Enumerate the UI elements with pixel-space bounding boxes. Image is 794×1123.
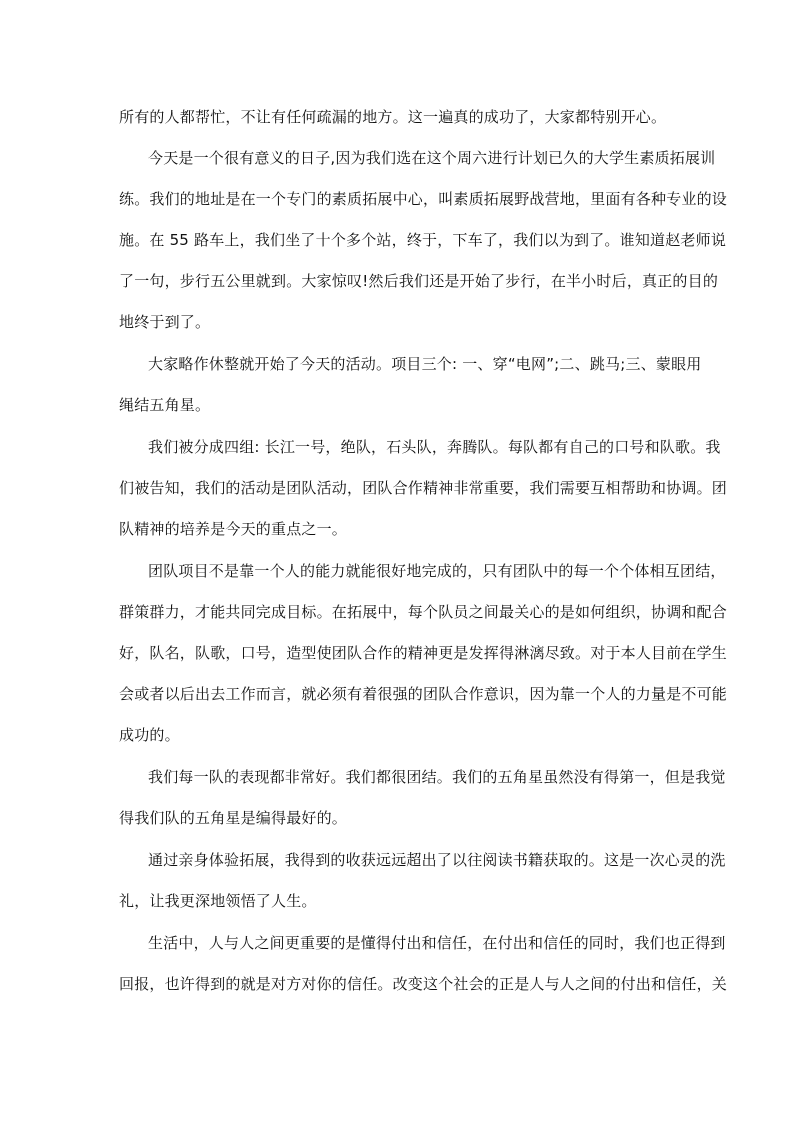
text-line: 所有的人都帮忙，不让有任何疏漏的地方。这一遍真的成功了，大家都特别开心。 xyxy=(119,108,667,126)
text-line: 好，队名，队歌，口号，造型使团队合作的精神更是发挥得淋漓尽致。对于本人目前在学生 xyxy=(119,644,728,662)
paragraph-start-line: 生活中，人与人之间更重要的是懂得付出和信任，在付出和信任的同时，我们也正得到 xyxy=(148,934,726,952)
text-line: 群策群力，才能共同完成目标。在拓展中，每个队员之间最关心的是如何组织，协调和配合 xyxy=(119,603,728,621)
text-line: 回报，也许得到的就是对方对你的信任。改变这个社会的正是人与人之间的付出和信任，关 xyxy=(119,975,728,993)
paragraph-start-line: 今天是一个很有意义的日子,因为我们选在这个周六进行计划已久的大学生素质拓展训 xyxy=(148,149,716,167)
paragraph-start-line: 团队项目不是靠一个人的能力就能很好地完成的，只有团队中的每一个个体相互团结， xyxy=(148,562,726,580)
paragraph-start-line: 大家略作休整就开始了今天的活动。项目三个: 一、穿“电网”;二、跳马;三、蒙眼用 xyxy=(148,355,702,373)
text-line: 会或者以后出去工作而言，就必须有着很强的团队合作意识，因为靠一个人的力量是不可能 xyxy=(119,685,728,703)
text-line: 练。我们的地址是在一个专门的素质拓展中心，叫素质拓展野战营地，里面有各种专业的设 xyxy=(119,190,728,208)
text-line: 礼，让我更深地领悟了人生。 xyxy=(119,892,317,910)
text-line: 绳结五角星。 xyxy=(119,396,211,414)
text-line: 成功的。 xyxy=(119,726,180,744)
paragraph-start-line: 我们被分成四组: 长江一号，绝队，石头队，奔腾队。每队都有自己的口号和队歌。我 xyxy=(148,438,721,456)
text-line: 地终于到了。 xyxy=(119,313,211,331)
paragraph-start-line: 我们每一队的表现都非常好。我们都很团结。我们的五角星虽然没有得第一，但是我觉 xyxy=(148,768,726,786)
text-line: 们被告知，我们的活动是团队活动，团队合作精神非常重要，我们需要互相帮助和协调。团 xyxy=(119,479,728,497)
text-line: 队精神的培养是今天的重点之一。 xyxy=(119,520,348,538)
text-line: 施。在 55 路车上，我们坐了十个多个站，终于，下车了，我们以为到了。谁知道赵老师说 xyxy=(119,231,727,249)
text-line: 了一句，步行五公里就到。大家惊叹!然后我们还是开始了步行，在半小时后，真正的目的 xyxy=(119,272,719,290)
text-line: 得我们队的五角星是编得最好的。 xyxy=(119,809,348,827)
paragraph-start-line: 通过亲身体验拓展，我得到的收获远远超出了以往阅读书籍获取的。这是一次心灵的洗 xyxy=(148,851,726,869)
